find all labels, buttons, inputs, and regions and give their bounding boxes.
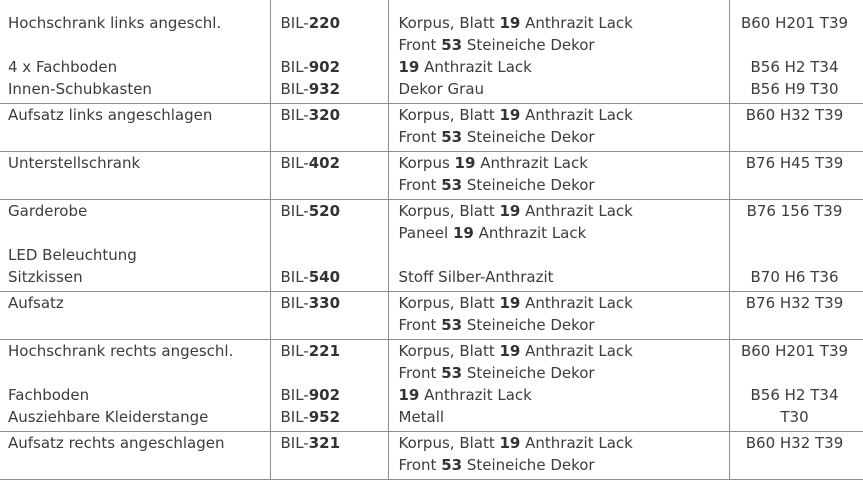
dimensions-cell: [729, 104, 863, 152]
article-code: [281, 104, 388, 126]
item-name: [8, 34, 270, 56]
color-code: 53: [441, 128, 463, 146]
article-code: [281, 222, 388, 244]
material-finish: Anthrazit Lack: [520, 294, 633, 312]
material-part: Front: [398, 176, 442, 194]
color-code: 19: [499, 434, 521, 452]
item-name: [8, 126, 270, 148]
material-description: [399, 78, 729, 100]
article-code: [281, 266, 388, 288]
article-code-number: 321: [308, 434, 341, 452]
article-code-cell: [270, 432, 388, 480]
material-description: [399, 362, 729, 384]
material-finish: Anthrazit Lack: [520, 202, 633, 220]
table-row: [0, 0, 863, 104]
material-description: [399, 34, 729, 56]
article-code: [281, 34, 388, 56]
material-part: Korpus, Blatt: [398, 14, 500, 32]
material-finish: Steineiche Dekor: [462, 316, 595, 334]
dimensions: B76 156 T39: [746, 202, 843, 220]
material-description: [399, 126, 729, 148]
dimensions: B76 H45 T39: [745, 154, 844, 172]
material-part: Korpus, Blatt: [398, 294, 500, 312]
item-name: 4 x Fachboden: [8, 58, 118, 76]
article-code-cell: [270, 292, 388, 340]
material-part: Korpus, Blatt: [398, 202, 500, 220]
article-code: [281, 12, 388, 34]
table-row: [0, 292, 863, 340]
item-name: Aufsatz: [8, 294, 64, 312]
table-row: [0, 200, 863, 292]
dimensions-cell: [729, 200, 863, 292]
material-part: Front: [398, 36, 442, 54]
dimensions: [730, 244, 863, 266]
color-code: 19: [499, 294, 521, 312]
color-code: 53: [441, 176, 463, 194]
article-code-prefix: BIL-: [280, 342, 309, 360]
color-code: 19: [454, 154, 476, 172]
article-code: [281, 126, 388, 148]
material-finish: Steineiche Dekor: [462, 456, 595, 474]
dimensions: [730, 34, 863, 56]
dimensions: B56 H9 T30: [750, 80, 839, 98]
article-code-number: 952: [308, 408, 341, 426]
material-part: Korpus, Blatt: [398, 342, 500, 360]
article-code-number: 902: [308, 58, 341, 76]
color-code: 53: [441, 36, 463, 54]
material-finish: Anthrazit Lack: [473, 224, 587, 242]
table-row: [0, 432, 863, 480]
table-row: [0, 104, 863, 152]
material-cell: [388, 340, 729, 432]
material-cell: [388, 200, 729, 292]
article-code: [281, 292, 388, 314]
material-part: Stoff Silber-Anthrazit: [398, 268, 554, 286]
material-finish: Anthrazit Lack: [475, 154, 588, 172]
material-description: [399, 104, 729, 126]
article-code-prefix: BIL-: [280, 154, 309, 172]
dimensions: B70 H6 T36: [750, 268, 839, 286]
item-name: Garderobe: [8, 202, 88, 220]
item-name: [8, 362, 270, 384]
material-description: [399, 454, 729, 476]
color-code: 53: [441, 456, 463, 474]
article-code: [281, 0, 388, 12]
dimensions-cell: [729, 0, 863, 104]
material-finish: Anthrazit Lack: [419, 386, 532, 404]
color-code: 19: [398, 58, 420, 76]
article-code: [281, 244, 388, 266]
material-description: [399, 384, 729, 406]
item-name: Innen-Schubkasten: [8, 80, 152, 98]
article-code: [281, 56, 388, 78]
item-name: Fachboden: [8, 386, 90, 404]
material-description: [399, 152, 729, 174]
material-description: [399, 432, 729, 454]
material-cell: [388, 0, 729, 104]
material-description: [399, 340, 729, 362]
color-code: 53: [441, 316, 463, 334]
item-name: Hochschrank links angeschl.: [8, 14, 222, 32]
dimensions: B60 H201 T39: [740, 14, 849, 32]
color-code: 19: [398, 386, 420, 404]
dimensions: B60 H32 T39: [745, 434, 844, 452]
material-part: Korpus, Blatt: [398, 106, 500, 124]
item-name: [8, 222, 270, 244]
article-code-number: 402: [308, 154, 341, 172]
article-code-prefix: BIL-: [280, 80, 309, 98]
dimensions: [730, 314, 863, 336]
material-finish: Anthrazit Lack: [520, 14, 633, 32]
material-description: [399, 244, 729, 266]
item-name-cell: [0, 432, 270, 480]
item-name-cell: [0, 104, 270, 152]
material-finish: Anthrazit Lack: [520, 434, 633, 452]
material-description: [399, 174, 729, 196]
dimensions: [730, 0, 863, 12]
material-part: Front: [398, 316, 442, 334]
item-name-cell: [0, 340, 270, 432]
material-description: [399, 56, 729, 78]
material-description: [399, 314, 729, 336]
item-name: [8, 314, 270, 336]
article-code-prefix: BIL-: [280, 202, 309, 220]
item-name: [8, 0, 270, 12]
article-code-number: 330: [308, 294, 341, 312]
article-code-prefix: BIL-: [280, 106, 309, 124]
material-cell: [388, 152, 729, 200]
dimensions: [730, 362, 863, 384]
item-name: Aufsatz rechts angeschlagen: [8, 434, 225, 452]
article-code-prefix: BIL-: [280, 268, 309, 286]
material-finish: Anthrazit Lack: [520, 342, 633, 360]
item-name: [8, 174, 270, 196]
material-cell: [388, 432, 729, 480]
article-code: [281, 340, 388, 362]
dimensions: [730, 126, 863, 148]
material-finish: Anthrazit Lack: [520, 106, 633, 124]
dimensions-cell: [729, 152, 863, 200]
article-code-cell: [270, 152, 388, 200]
article-code: [281, 384, 388, 406]
material-description: [399, 12, 729, 34]
dimensions-cell: [729, 340, 863, 432]
color-code: 19: [499, 202, 521, 220]
material-finish: Steineiche Dekor: [462, 128, 595, 146]
color-code: 19: [499, 106, 521, 124]
article-code-cell: [270, 200, 388, 292]
material-part: Korpus: [398, 154, 455, 172]
color-code: 19: [452, 224, 474, 242]
dimensions: B60 H201 T39: [740, 342, 849, 360]
item-name-cell: [0, 152, 270, 200]
dimensions: B56 H2 T34: [750, 58, 839, 76]
material-description: [399, 406, 729, 428]
article-code: [281, 432, 388, 454]
item-name: LED Beleuchtung: [8, 246, 137, 264]
dimensions: [730, 222, 863, 244]
article-code-cell: [270, 0, 388, 104]
material-cell: [388, 104, 729, 152]
article-code: [281, 78, 388, 100]
article-code-number: 932: [308, 80, 341, 98]
item-name-cell: [0, 200, 270, 292]
article-code: [281, 454, 388, 476]
table-row: [0, 152, 863, 200]
material-part: Front: [398, 128, 442, 146]
dimensions: [730, 174, 863, 196]
dimensions: B76 H32 T39: [745, 294, 844, 312]
article-code-prefix: BIL-: [280, 294, 309, 312]
dimensions-cell: [729, 432, 863, 480]
article-code: [281, 314, 388, 336]
material-cell: [388, 292, 729, 340]
item-name: Unterstellschrank: [8, 154, 141, 172]
material-part: Paneel: [398, 224, 453, 242]
article-code-number: 902: [308, 386, 341, 404]
material-part: Metall: [398, 408, 445, 426]
material-finish: Steineiche Dekor: [462, 36, 595, 54]
material-part: Dekor Grau: [398, 80, 485, 98]
item-name: Ausziehbare Kleiderstange: [8, 408, 209, 426]
dimensions: B56 H2 T34: [750, 386, 839, 404]
article-code-number: 221: [308, 342, 341, 360]
article-code-prefix: BIL-: [280, 58, 309, 76]
article-code-prefix: BIL-: [280, 408, 309, 426]
material-part: Korpus, Blatt: [398, 434, 500, 452]
material-finish: Steineiche Dekor: [462, 176, 595, 194]
dimensions: T30: [780, 408, 809, 426]
color-code: 19: [499, 342, 521, 360]
color-code: 53: [441, 364, 463, 382]
dimensions: B60 H32 T39: [745, 106, 844, 124]
article-code-prefix: BIL-: [280, 14, 309, 32]
item-name-cell: [0, 0, 270, 104]
article-code-cell: [270, 104, 388, 152]
article-code-prefix: BIL-: [280, 386, 309, 404]
article-code-number: 220: [308, 14, 341, 32]
dimensions-cell: [729, 292, 863, 340]
article-code-number: 520: [308, 202, 341, 220]
dimensions: [730, 454, 863, 476]
material-description: [399, 222, 729, 244]
article-code: [281, 174, 388, 196]
article-code: [281, 406, 388, 428]
material-description: [399, 200, 729, 222]
article-code-cell: [270, 340, 388, 432]
material-description: [399, 292, 729, 314]
material-description: [399, 0, 729, 12]
material-part: Front: [398, 456, 442, 474]
material-part: Front: [398, 364, 442, 382]
material-finish: Steineiche Dekor: [462, 364, 595, 382]
item-name: Hochschrank rechts angeschl.: [8, 342, 234, 360]
material-description: [399, 266, 729, 288]
table-row: [0, 340, 863, 432]
article-code: [281, 152, 388, 174]
article-code-number: 540: [308, 268, 341, 286]
color-code: 19: [499, 14, 521, 32]
article-code-prefix: BIL-: [280, 434, 309, 452]
item-name-cell: [0, 292, 270, 340]
article-code: [281, 200, 388, 222]
item-name: [8, 454, 270, 476]
article-code-number: 320: [308, 106, 341, 124]
material-finish: Anthrazit Lack: [419, 58, 532, 76]
article-code: [281, 362, 388, 384]
item-name: Sitzkissen: [8, 268, 83, 286]
item-name: Aufsatz links angeschlagen: [8, 106, 213, 124]
